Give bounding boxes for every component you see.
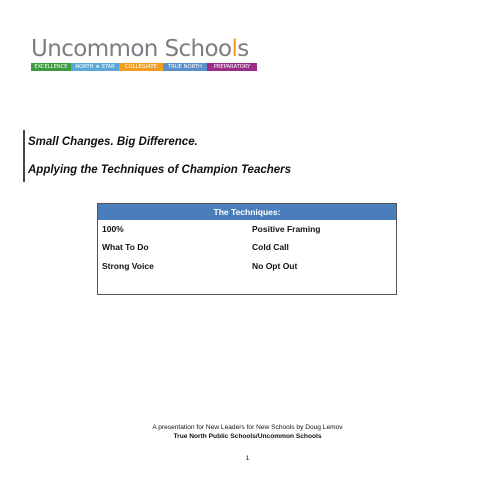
logo-wordmark: [31, 36, 249, 62]
organization-credit: True North Public Schools/Uncommon Schools: [173, 433, 322, 440]
tagline-segment-collegiate: COLLEGIATE: [119, 63, 163, 71]
technique-positive-framing: Positive Framing: [252, 224, 321, 234]
logo-tagline-bar: [31, 63, 257, 71]
tagline-segment-north-star: NORTH ★ STAR: [71, 63, 119, 71]
title-accent-bar: [23, 130, 25, 182]
slide-subtitle: Applying the Techniques of Champion Teachers: [28, 164, 292, 176]
logo-wordmark-main: Uncommon Schoo: [31, 36, 232, 62]
technique-100-percent: 100%: [102, 224, 124, 234]
uncommon-schools-logo: [31, 36, 249, 62]
tagline-segment-true-north: TRUE NORTH: [163, 63, 207, 71]
page-number: 1: [245, 455, 250, 462]
technique-what-to-do: What To Do: [102, 242, 149, 252]
technique-cold-call: Cold Call: [252, 242, 289, 252]
logo-wordmark-accent: l: [231, 36, 238, 62]
logo-wordmark-end: s: [237, 36, 249, 62]
tagline-segment-preparatory: PREPARATORY: [207, 63, 257, 71]
slide-title: Small Changes. Big Difference.: [28, 136, 198, 148]
presentation-credit: A presentation for New Leaders for New Schools by Doug Lemov: [152, 424, 343, 431]
technique-strong-voice: Strong Voice: [102, 261, 154, 271]
technique-no-opt-out: No Opt Out: [252, 261, 298, 271]
techniques-box: [97, 203, 397, 295]
techniques-header: The Techniques:: [98, 204, 396, 220]
tagline-segment-excellence: EXCELLENCE: [31, 63, 71, 71]
